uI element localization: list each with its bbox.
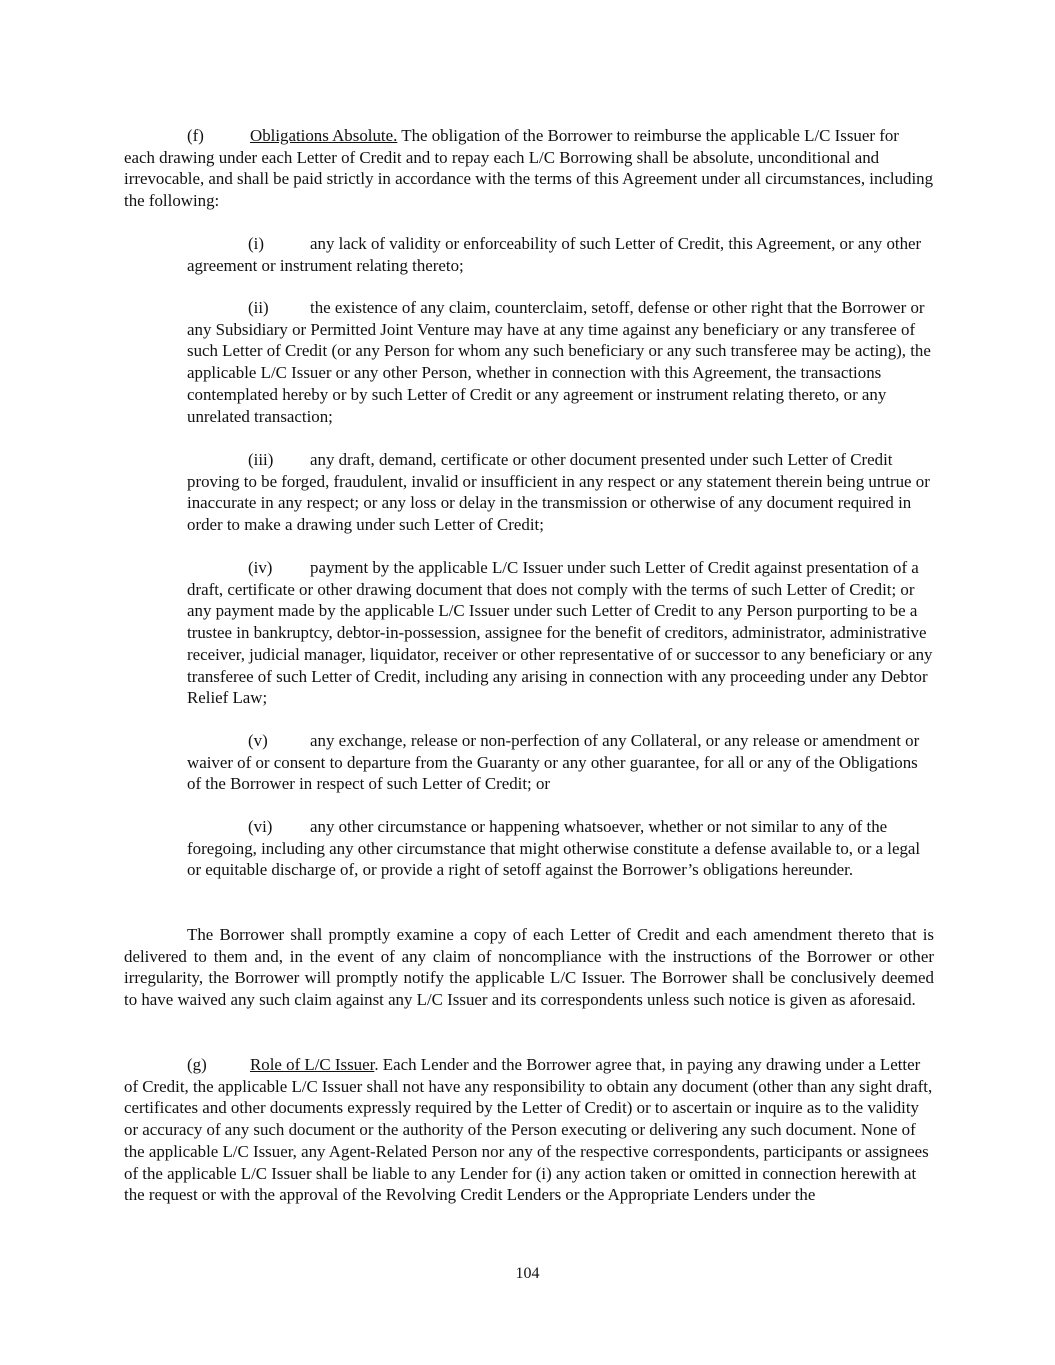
list-item-vi-marker: (vi) xyxy=(248,817,273,836)
list-item-v-marker: (v) xyxy=(248,731,268,750)
list-item-ii-text: the existence of any claim, counterclaim, setoff, defense or other right that the Borrower or any Subsidiary or Permitted Joint Venture may have at any time against any beneficiary or any transferee of such Letter of Credit (or any Person for whom any such beneficiary or any such transferee may be acting), the applicable L/C Issuer or any other Person, whether in connection with this Agreement, the transactions contemplated hereby or by such Letter of Credit or any agreement or instrument relating thereto, or any unrelated transaction; xyxy=(187,298,931,426)
list-item-iii xyxy=(187,449,934,536)
list-item-iv-text: payment by the applicable L/C Issuer under such Letter of Credit against presentation of a draft, certificate or other drawing document that does not comply with the terms of such Letter of Credit; or any payment made by the applicable L/C Issuer under such Letter of Credit to any Person purporting to be a trustee in bankruptcy, debtor-in-possession, assignee for the benefit of creditors, administrator, administrative receiver, judicial manager, liquidator, receiver or other representative of or successor to any beneficiary or any transferee of such Letter of Credit, including any arising in connection with any proceeding under any Debtor Relief Law; xyxy=(187,558,933,708)
list-item-iv xyxy=(187,557,934,709)
paragraph-g-heading: Role of L/C Issuer xyxy=(250,1055,375,1074)
list-item-ii xyxy=(187,297,934,427)
paragraph-examination xyxy=(124,924,934,1011)
paragraph-f xyxy=(124,125,934,212)
paragraph-g-marker: (g) xyxy=(187,1055,207,1074)
list-item-v-text: any exchange, release or non-perfection of any Collateral, or any release or amendment or waiver of or consent to departure from the Guaranty or any other guarantee, for all or any of the Obligations of the Borrower in respect of such Letter of Credit; or xyxy=(187,731,920,794)
list-item-i-marker: (i) xyxy=(248,234,264,253)
paragraph-examination-text: The Borrower shall promptly examine a copy of each Letter of Credit and each amendment thereto that is delivered to them and, in the event of any claim of noncompliance with the instructions of the Borrower or other irregularity, the Borrower will promptly notify the applicable L/C Issuer. The Borrower shall be conclusively deemed to have waived any such claim against any L/C Issuer and its correspondents unless such notice is given as aforesaid. xyxy=(124,925,934,1010)
list-item-v xyxy=(187,730,934,795)
paragraph-f-marker: (f) xyxy=(187,126,204,145)
list-item-i-text: any lack of validity or enforceability of such Letter of Credit, this Agreement, or any other agreement or instrument relating thereto; xyxy=(187,234,922,275)
paragraph-g xyxy=(124,1054,934,1206)
page-number: 104 xyxy=(515,1265,540,1282)
paragraph-f-heading: Obligations Absolute. xyxy=(250,126,398,145)
list-item-i xyxy=(187,233,934,276)
paragraph-g-text: . Each Lender and the Borrower agree that, in paying any drawing under a Letter of Credit, the applicable L/C Issuer shall not have any responsibility to obtain any document (other than any sight draft, certificates and other documents expressly required by the Letter of Credit) or to ascertain or inquire as to the validity or accuracy of any such document or the authority of the Person executing or delivering any such document. None of the applicable L/C Issuer, any Agent-Related Person nor any of the respective correspondents, participants or assignees of the applicable L/C Issuer shall be liable to any Lender for (i) any action taken or omitted in connection herewith at the request or with the approval of the Revolving Credit Lenders or the Appropriate Lenders under the xyxy=(124,1055,933,1205)
list-item-vi-text: any other circumstance or happening whatsoever, whether or not similar to any of the foregoing, including any other circumstance that might otherwise constitute a defense available to, or a legal or equitable discharge of, or provide a right of setoff against the Borrower’s obligations hereunder. xyxy=(187,817,921,880)
list-item-iii-text: any draft, demand, certificate or other document presented under such Letter of Credit proving to be forged, fraudulent, invalid or insufficient in any respect or any statement therein being untrue or inaccurate in any respect; or any loss or delay in the transmission or otherwise of any document required in order to make a drawing under such Letter of Credit; xyxy=(187,450,930,535)
list-item-iv-marker: (iv) xyxy=(248,558,273,577)
list-item-vi xyxy=(187,816,934,881)
paragraph-f-text: The obligation of the Borrower to reimburse the applicable L/C Issuer for each drawing under each Letter of Credit and to repay each L/C Borrowing shall be absolute, unconditional and irrevocable, and shall be paid strictly in accordance with the terms of this Agreement under all circumstances, including the following: xyxy=(124,126,934,211)
list-item-iii-marker: (iii) xyxy=(248,450,274,469)
list-item-ii-marker: (ii) xyxy=(248,298,269,317)
